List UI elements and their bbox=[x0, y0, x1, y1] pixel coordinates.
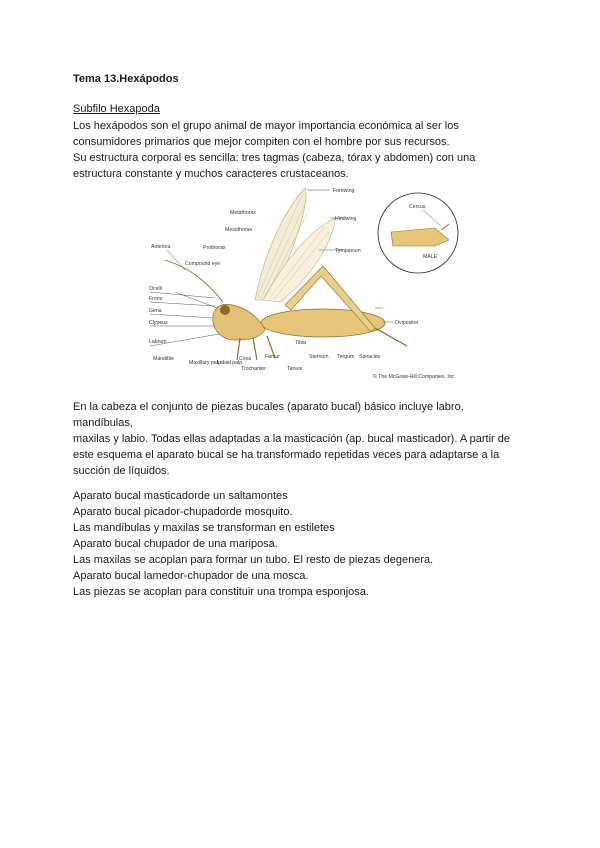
intro-line: consumidores primarios que mejor compiten con el hombre por sus recursos. bbox=[73, 136, 450, 148]
cercus-label: Cercus bbox=[409, 204, 426, 210]
metathorax-label: Metathorax bbox=[230, 210, 256, 216]
labrum-label: Labrum bbox=[149, 339, 167, 345]
list-item: Aparato bucal chupador de una mariposa. bbox=[73, 538, 278, 550]
list-item: Aparato bucal masticadorde un saltamontes bbox=[73, 490, 288, 502]
ovipositor-label: Ovipositor bbox=[395, 320, 419, 326]
forewing-label: Forewing bbox=[333, 188, 355, 194]
mouthparts-line: maxilas y labio. Todas ellas adaptadas a la masticación (ap. bucal masticador). A partir de bbox=[73, 433, 510, 445]
mouthparts-list bbox=[73, 488, 533, 600]
mouthparts-paragraph bbox=[73, 399, 533, 479]
list-item: Aparato bucal lamedor-chupador de una mosca. bbox=[73, 570, 309, 582]
prothorax-label: Prothorax bbox=[203, 245, 226, 251]
gena-label: Gena bbox=[149, 308, 162, 314]
spiracles-label: Spiracles bbox=[359, 354, 381, 360]
trochanter-label: Trochanter bbox=[241, 366, 266, 372]
femur-label: Femur bbox=[265, 354, 280, 360]
list-item: Las mandíbulas y maxilas se transforman en estiletes bbox=[73, 522, 335, 534]
sternum-label: Sternum bbox=[309, 354, 329, 360]
grasshopper-diagram bbox=[145, 180, 475, 385]
intro-line: Su estructura corporal es sencilla: tres tagmas (cabeza, tórax y abdomen) con una bbox=[73, 152, 476, 164]
tympanum-label: Tympanum bbox=[335, 248, 361, 254]
antenna-label: Antenna bbox=[151, 244, 171, 250]
maxillary-palp-label: Maxillary palp bbox=[189, 360, 221, 366]
compound-eye-shape bbox=[220, 305, 230, 315]
list-item: Las maxilas se acoplan para formar un tubo. El resto de piezas degenera. bbox=[73, 554, 434, 566]
list-item: Las piezas se acoplan para constituir una trompa esponjosa. bbox=[73, 586, 369, 598]
compound-eye-label: Compound eye bbox=[185, 261, 221, 267]
clypeus-label: Clypeus bbox=[149, 320, 168, 326]
mesothorax-label: Mesothorax bbox=[225, 227, 253, 233]
section-subtitle: Subfilo Hexapoda bbox=[73, 103, 160, 115]
intro-line: estructura constante y muchos caracteres crustaceanos. bbox=[73, 168, 349, 180]
page-title: Tema 13.Hexápodos bbox=[73, 73, 179, 85]
mouthparts-line: este esquema el aparato bucal se ha transformado repetidas veces para adaptarse a la bbox=[73, 449, 500, 461]
tergum-label: Tergum bbox=[337, 354, 355, 360]
coxa-label: Coxa bbox=[239, 356, 252, 362]
mouthparts-line: En la cabeza el conjunto de piezas bucales (aparato bucal) básico incluye labro, bbox=[73, 401, 464, 413]
mouthparts-line: succión de líquidos. bbox=[73, 465, 170, 477]
male-label: MALE bbox=[423, 254, 438, 260]
list-item: Aparato bucal picador-chupadorde mosquito. bbox=[73, 506, 293, 518]
tarsus-label: Tarsus bbox=[287, 366, 303, 372]
mandible-label: Mandible bbox=[153, 356, 175, 362]
copyright-label: © The McGraw-Hill Companies, Inc. bbox=[373, 374, 456, 380]
ocelli-label: Ocelli bbox=[149, 286, 162, 292]
labial-palp-label: Labial palp bbox=[217, 360, 243, 366]
grasshopper-anatomy-figure bbox=[145, 180, 475, 385]
intro-line: Los hexápodos son el grupo animal de mayor importancia económica al ser los bbox=[73, 120, 459, 132]
intro-paragraph bbox=[73, 118, 533, 182]
frons-label: Frons bbox=[149, 296, 163, 302]
hindwing-label: Hindwing bbox=[335, 216, 357, 222]
tibia-label: Tibia bbox=[295, 340, 307, 346]
mouthparts-line: mandíbulas, bbox=[73, 417, 133, 429]
